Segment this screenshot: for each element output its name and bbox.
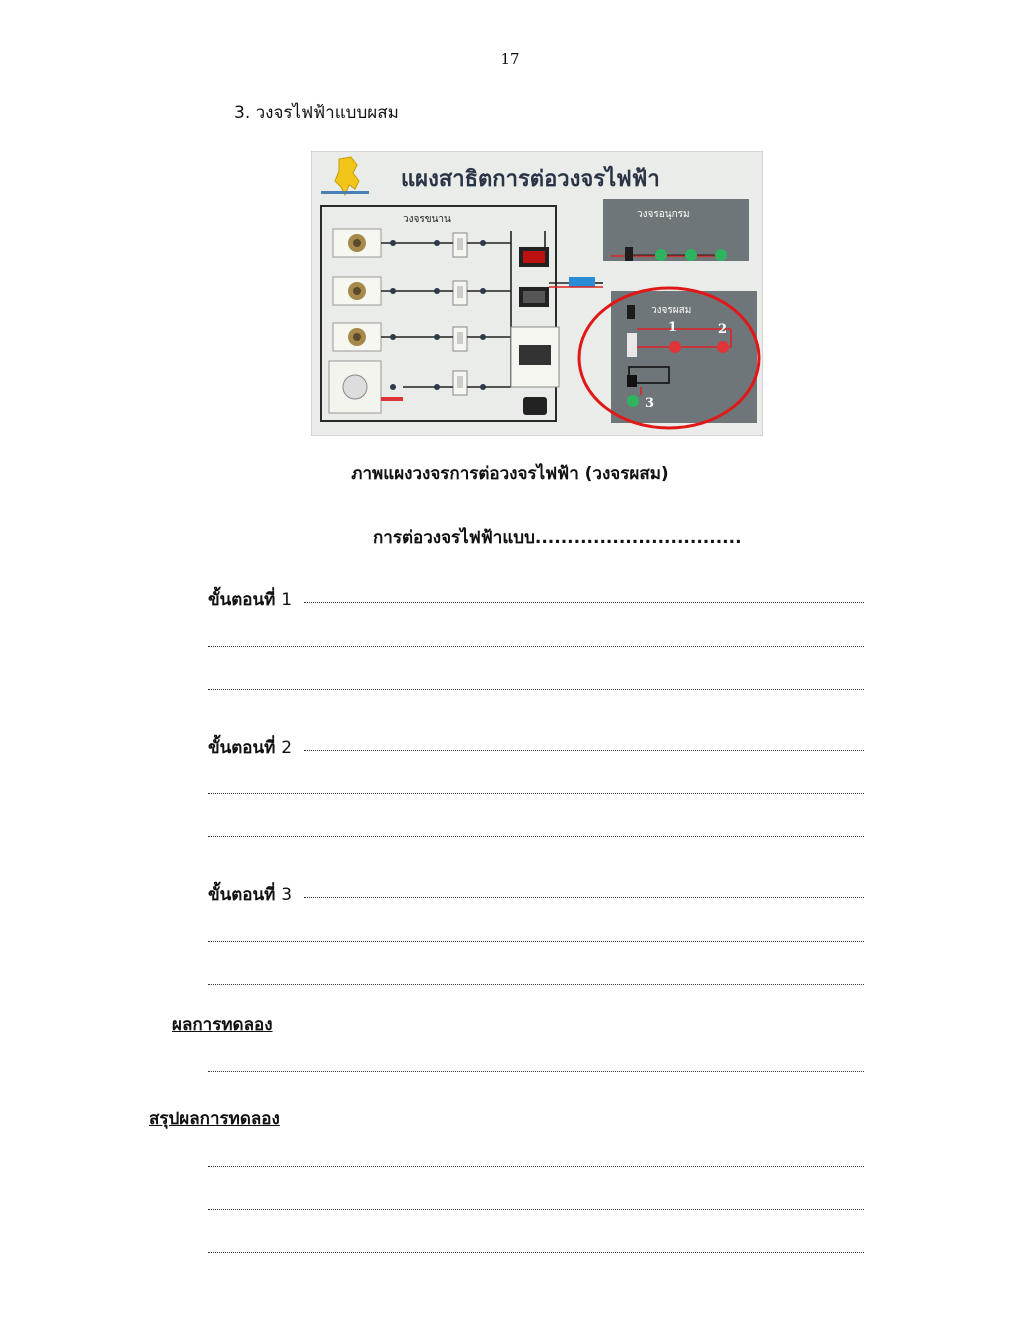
answer-line — [208, 1166, 864, 1167]
switch-3 — [453, 327, 467, 351]
answer-line — [208, 793, 864, 794]
answer-line — [208, 646, 864, 647]
step-2-number: 2 — [281, 738, 293, 758]
step-2-label — [208, 734, 292, 761]
mixed-label: วงจรผสม — [651, 305, 692, 316]
page-number: 17 — [500, 50, 520, 68]
series-circuit-section — [603, 199, 749, 261]
answer-line — [208, 941, 864, 942]
parallel-label: วงจรขนาน — [403, 214, 451, 225]
step-1-number: 1 — [281, 590, 293, 610]
step-2-word: ขั้นตอนที่ — [208, 738, 276, 758]
marker-1: 1 — [668, 320, 678, 335]
step-3-number: 3 — [281, 885, 293, 905]
answer-line — [208, 1209, 864, 1210]
circuit-type-blank: การต่อวงจรไฟฟ้าแบบ................................ — [373, 528, 742, 548]
summary-heading: สรุปผลการทดลอง — [149, 1109, 280, 1129]
answer-line — [304, 750, 864, 751]
figure-caption: ภาพแผงวงจรการต่อวงจรไฟฟ้า (วงจรผสม) — [351, 464, 669, 484]
circuit-board-illustration — [311, 151, 763, 436]
bulb-holder-2 — [333, 277, 381, 305]
step-1-label — [208, 586, 292, 613]
section-heading: 3. วงจรไฟฟ้าแบบผสม — [234, 103, 399, 123]
answer-line — [208, 689, 864, 690]
bulb-holder-3 — [333, 323, 381, 351]
marker-3: 3 — [645, 396, 655, 411]
answer-line — [304, 897, 864, 898]
bulb-holder-1 — [333, 229, 381, 257]
board-title: แผงสาธิตการต่อวงจรไฟฟ้า — [401, 167, 660, 192]
circuit-board-photo — [311, 151, 763, 436]
results-heading: ผลการทดลอง — [172, 1015, 273, 1035]
series-label: วงจรอนุกรม — [637, 209, 690, 220]
step-3-label — [208, 881, 292, 908]
answer-line — [208, 836, 864, 837]
answer-line — [304, 602, 864, 603]
answer-line — [208, 984, 864, 985]
switch-1 — [453, 233, 467, 257]
answer-line — [208, 1252, 864, 1253]
switch-4 — [453, 371, 467, 395]
step-3-word: ขั้นตอนที่ — [208, 885, 276, 905]
answer-line — [208, 1071, 864, 1072]
marker-2: 2 — [718, 322, 728, 337]
step-1-word: ขั้นตอนที่ — [208, 590, 276, 610]
switch-2 — [453, 281, 467, 305]
